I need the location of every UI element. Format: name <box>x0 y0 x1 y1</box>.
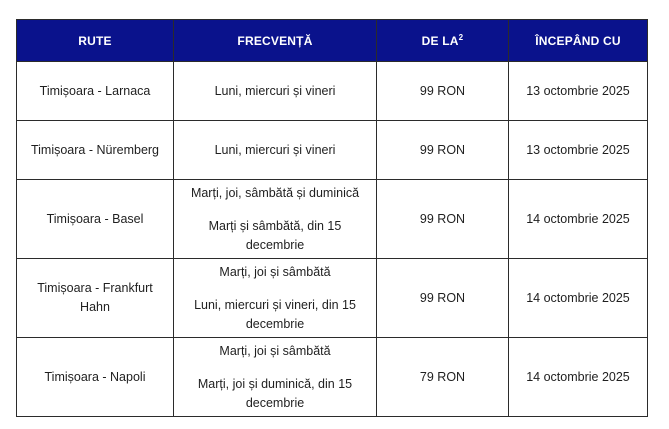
routes-table <box>16 19 648 417</box>
table-row <box>17 338 648 417</box>
route-cell: Timișoara - Basel <box>17 180 174 259</box>
table-row <box>17 121 648 180</box>
frequency-cell <box>174 62 377 121</box>
header-routes: RUTE <box>17 20 174 62</box>
route-cell: Timișoara - Nüremberg <box>17 121 174 180</box>
header-price <box>377 20 509 62</box>
frequency-cell <box>174 180 377 259</box>
frequency-line: Luni, miercuri și vineri, din 15 decembrie <box>194 297 356 331</box>
frequency-line: Luni, miercuri și vineri <box>214 142 336 157</box>
price-cell: 99 RON <box>377 259 509 338</box>
frequency-line: Marți, joi și sâmbătă <box>219 343 331 358</box>
table-row <box>17 180 648 259</box>
price-cell: 79 RON <box>377 338 509 417</box>
frequency-line: Marți, joi și duminică, din 15 decembrie <box>197 376 353 410</box>
frequency-line: Marți, joi, sâmbătă și duminică <box>190 185 360 200</box>
frequency-cell <box>174 121 377 180</box>
route-cell: Timișoara - Frankfurt Hahn <box>17 259 174 338</box>
start-date-cell: 14 octombrie 2025 <box>509 259 648 338</box>
price-cell: 99 RON <box>377 62 509 121</box>
frequency-line: Marți și sâmbătă, din 15 decembrie <box>208 218 342 252</box>
header-row <box>17 20 648 62</box>
header-price-footnote: 2 <box>458 33 464 42</box>
start-date-cell: 13 octombrie 2025 <box>509 62 648 121</box>
price-cell: 99 RON <box>377 121 509 180</box>
frequency-cell <box>174 259 377 338</box>
header-frequency: FRECVENȚĂ <box>174 20 377 62</box>
frequency-cell <box>174 338 377 417</box>
frequency-line: Marți, joi și sâmbătă <box>219 264 331 279</box>
frequency-line: Luni, miercuri și vineri <box>214 83 336 98</box>
header-start: ÎNCEPÂND CU <box>509 20 648 62</box>
start-date-cell: 13 octombrie 2025 <box>509 121 648 180</box>
table-row <box>17 259 648 338</box>
table-row <box>17 62 648 121</box>
price-cell: 99 RON <box>377 180 509 259</box>
start-date-cell: 14 octombrie 2025 <box>509 180 648 259</box>
start-date-cell: 14 octombrie 2025 <box>509 338 648 417</box>
route-cell: Timișoara - Napoli <box>17 338 174 417</box>
header-price-label: DE LA <box>421 34 459 48</box>
route-cell: Timișoara - Larnaca <box>17 62 174 121</box>
